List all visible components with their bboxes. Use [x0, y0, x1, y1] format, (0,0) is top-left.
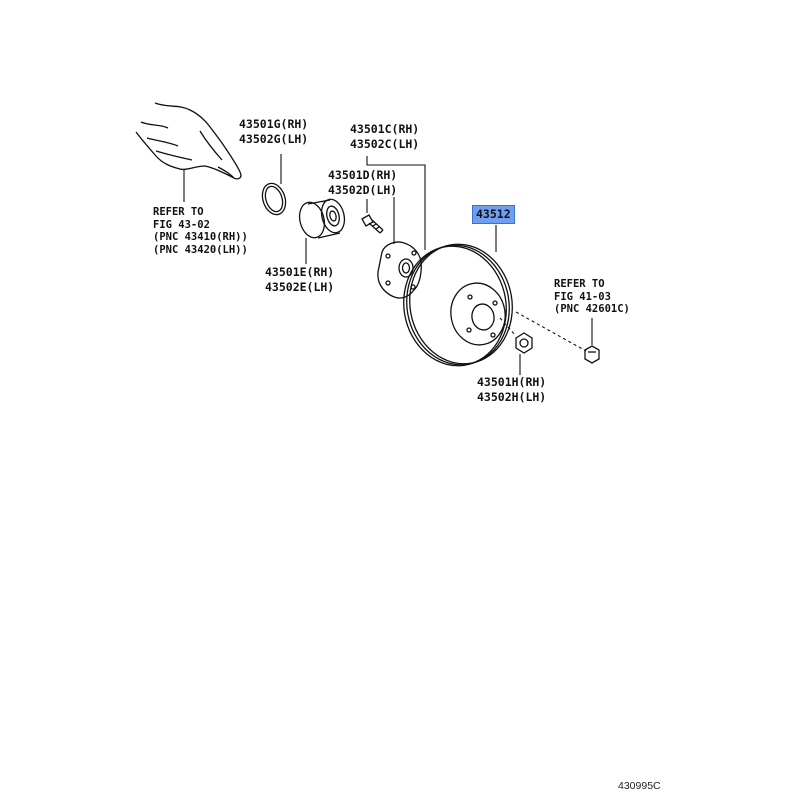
hub-part-number[interactable]	[328, 168, 397, 198]
hub-nut[interactable]	[516, 333, 532, 353]
wheel-nut-reference-note[interactable]	[554, 278, 630, 316]
wheel-nut-dash-line	[516, 312, 586, 351]
part-number-rh: 43501E(RH)	[265, 265, 335, 279]
part-number-rh: 43501C(RH)	[350, 122, 420, 136]
figure-reference: FIG 41-03	[554, 290, 611, 303]
refer-to-label: REFER TO	[153, 206, 204, 218]
hub-bolt-part-number[interactable]	[350, 122, 419, 152]
knuckle-outline	[136, 103, 241, 179]
snap-ring[interactable]	[259, 180, 290, 217]
part-number-lh: 43502D(LH)	[328, 183, 398, 197]
part-number-lh: 43502E(LH)	[265, 280, 335, 294]
part-number-rh: 43501G(RH)	[239, 117, 309, 131]
pnc-reference-lh: (PNC 43420(LH))	[153, 243, 248, 256]
figure-reference: FIG 43-02	[153, 218, 210, 231]
nut-part-number[interactable]	[477, 375, 546, 405]
refer-to-label: REFER TO	[554, 278, 605, 290]
bearing-part-number[interactable]	[265, 265, 334, 295]
pnc-reference: (PNC 42601C)	[554, 303, 630, 315]
part-number: 43512	[476, 207, 511, 221]
part-number-lh: 43502G(LH)	[239, 132, 309, 146]
hub-bolt[interactable]	[362, 215, 383, 233]
bearing[interactable]	[296, 197, 348, 241]
part-number-rh: 43501H(RH)	[477, 375, 547, 389]
snap-ring-part-number[interactable]	[239, 117, 308, 147]
disc-rotor[interactable]	[394, 236, 521, 374]
part-number-lh: 43502C(LH)	[350, 137, 420, 151]
wheel-nut[interactable]	[585, 346, 599, 363]
part-number-rh: 43501D(RH)	[328, 168, 398, 182]
figure-code: 430995C	[618, 780, 661, 792]
knuckle-reference-note[interactable]	[153, 206, 248, 256]
part-number-lh: 43502H(LH)	[477, 390, 547, 404]
rotor-part-number-highlighted[interactable]	[472, 205, 515, 224]
pnc-reference-rh: (PNC 43410(RH))	[153, 231, 248, 243]
